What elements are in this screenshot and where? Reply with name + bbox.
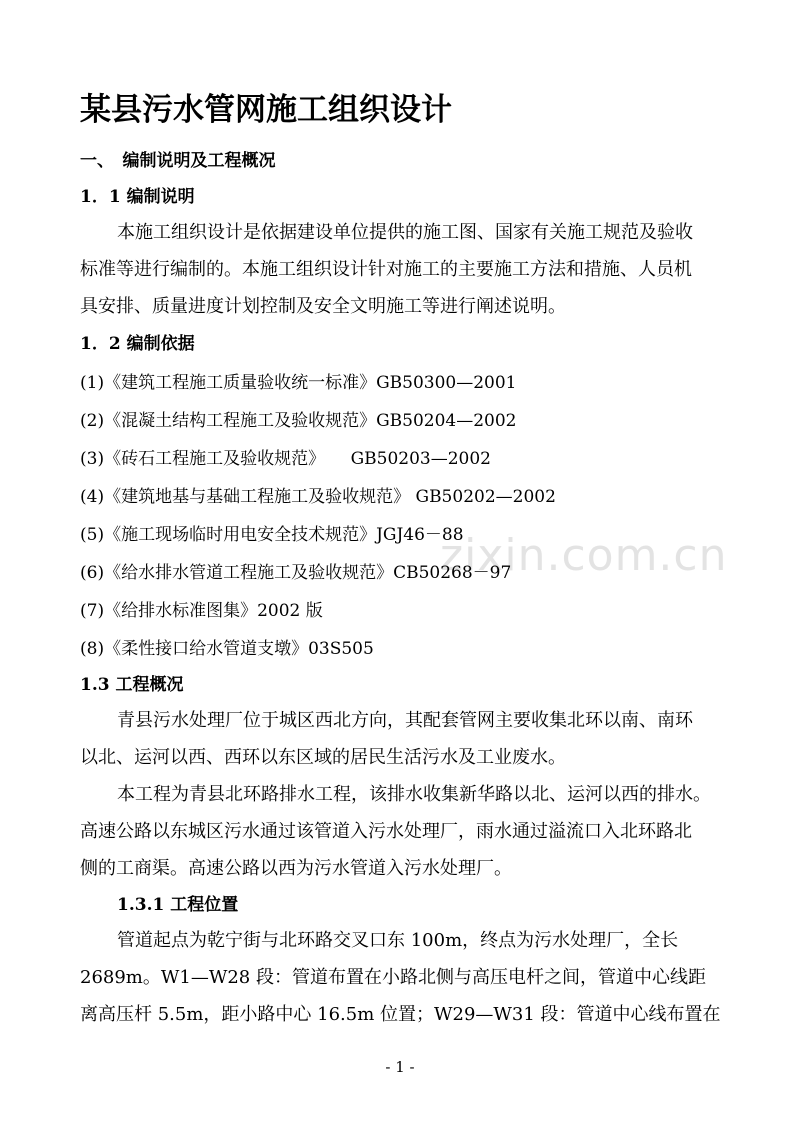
reference-item: (1)《建筑工程施工质量验收统一标准》GB50300—2001	[80, 373, 517, 393]
subsection-heading-1-1: 1．1 编制说明	[80, 187, 195, 207]
reference-item: (7)《给排水标准图集》2002 版	[80, 601, 323, 621]
paragraph-line: 标准等进行编制的。本施工组织设计针对施工的主要施工方法和措施、人员机	[80, 259, 692, 280]
subsection-heading-1-3-1: 1.3.1 工程位置	[117, 895, 239, 915]
reference-item: (4)《建筑地基与基础工程施工及验收规范》 GB50202—2002	[80, 487, 556, 507]
paragraph-line: 具安排、质量进度计划控制及安全文明施工等进行阐述说明。	[80, 296, 566, 317]
reference-item: (3)《砖石工程施工及验收规范》 GB50203—2002	[80, 449, 491, 469]
paragraph-line: 本施工组织设计是依据建设单位提供的施工图、国家有关施工规范及验收	[117, 222, 693, 243]
paragraph-line: 以北、运河以西、西环以东区域的居民生活污水及工业废水。	[80, 747, 566, 768]
section-heading-1: 一、 编制说明及工程概况	[80, 151, 276, 171]
paragraph-line: 本工程为青县北环路排水工程，该排水收集新华路以北、运河以西的排水。	[117, 784, 711, 805]
paragraph-line: 侧的工商渠。高速公路以西为污水管道入污水处理厂。	[80, 858, 512, 879]
reference-item: (2)《混凝土结构工程施工及验收规范》GB50204—2002	[80, 411, 517, 431]
page-number: - 1 -	[385, 1058, 415, 1076]
reference-item: (6)《给水排水管道工程施工及验收规范》CB50268－97	[80, 563, 512, 583]
paragraph-line: 2689m。W1—W28 段：管道布置在小路北侧与高压电杆之间，管道中心线距	[80, 967, 706, 988]
subsection-heading-1-3: 1.3 工程概况	[80, 675, 184, 695]
paragraph-line: 高速公路以东城区污水通过该管道入污水处理厂，雨水通过溢流口入北环路北	[80, 821, 692, 842]
document-title: 某县污水管网施工组织设计	[80, 92, 452, 128]
reference-item: (5)《施工现场临时用电安全技术规范》JGJ46－88	[80, 525, 464, 545]
paragraph-line: 青县污水处理厂位于城区西北方向，其配套管网主要收集北环以南、南环	[117, 710, 693, 731]
subsection-heading-1-2: 1．2 编制依据	[80, 334, 195, 354]
watermark: zixin.com.cn	[440, 530, 728, 581]
reference-item: (8)《柔性接口给水管道支墩》03S505	[80, 639, 374, 659]
paragraph-line: 管道起点为乾宁街与北环路交叉口东 100m，终点为污水处理厂，全长	[117, 930, 679, 951]
paragraph-line: 离高压杆 5.5m，距小路中心 16.5m 位置；W29—W31 段：管道中心线布置在	[80, 1004, 721, 1025]
